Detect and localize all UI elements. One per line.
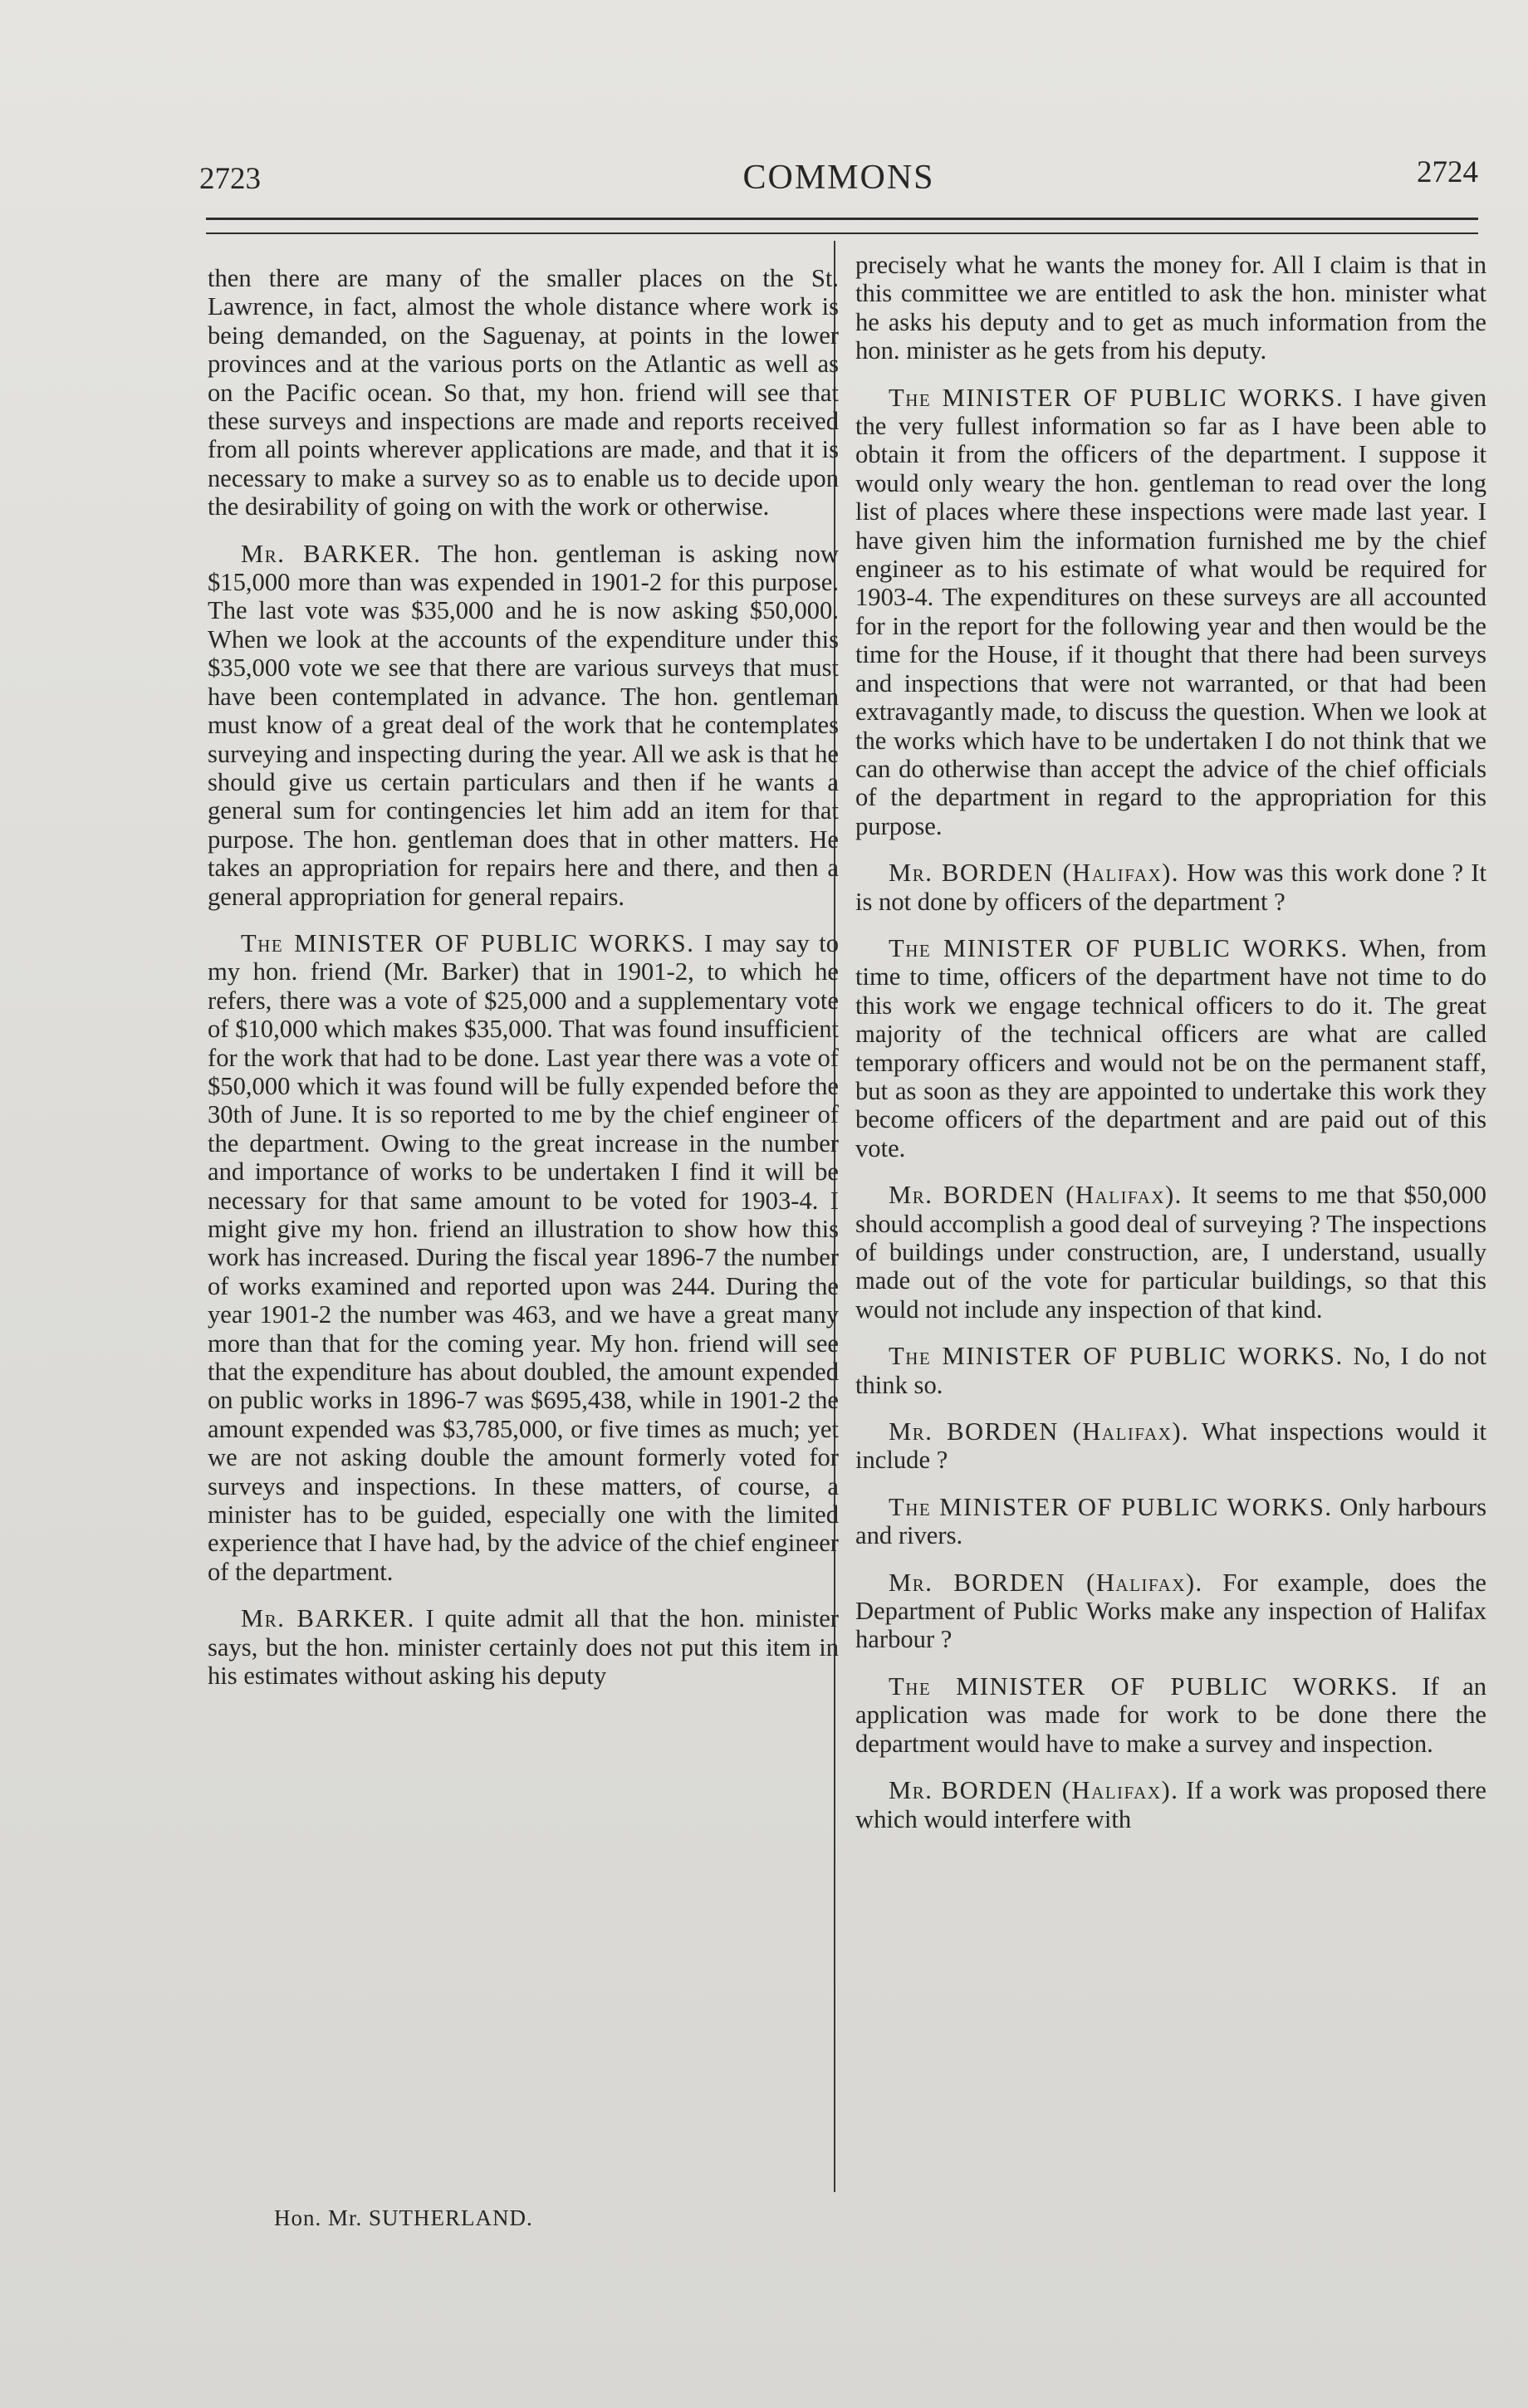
speaker-name: The MINISTER OF PUBLIC WORKS. [889,383,1344,412]
speaker-name: Mr. BORDEN (Halifax). [889,1568,1203,1597]
speech-text: If a work was proposed there which would interfere with [855,1776,1486,1833]
speaker-name: Mr. BORDEN (Halifax). [889,1776,1179,1805]
speech-text: precisely what he wants the money for. All I claim is that in this committee we are entitled to ask the hon. minister what he asks his deputy and to get as much information from the hon. minister as he gets from his deputy. [855,251,1486,365]
running-head: COMMONS [742,159,935,197]
header-rule-thin [206,232,1478,234]
speech-text: No, I do not think so. [855,1342,1486,1399]
speech-text: If an application was made for work to be done there the department would have to make a survey and inspection. [855,1671,1486,1758]
speaker-name: Mr. BARKER. [241,1604,415,1633]
speech-text: I have given the very fullest information so far as I have been able to obtain it from the officers of the department. I suppose it would only weary the hon. gentleman to read over the long list of places where these inspections were made last year. I have given him the information furnished me by the chief engineer as to his estimate of what would be required for 1903-4. The expenditures on these surveys are all accounted for in the report for the following year and then would be the time for the House, if it thought that there had been surveys and inspections that were not warranted, or that had been extravagantly made, to discuss the question. When we look at the works which have to be undertaken I do not think that we can do otherwise than accept the advice of the chief officials of the department in regard to the appropriation for this purpose. [855,383,1486,840]
speech-text: Only harbours and rivers. [855,1492,1486,1550]
paragraph [208,264,839,521]
paragraph [855,1493,1486,1550]
speaker-name: The MINISTER OF PUBLIC WORKS. [889,1492,1333,1521]
left-column [208,264,839,1709]
right-column [855,251,1486,1852]
paragraph [855,1181,1486,1324]
speech-text: It seems to me that $50,000 should accomplish a good deal of surveying ? The inspections of buildings under construction, are, I understand, usually made out of the vote for particular buildings, so that this would not include any inspection of that kind. [855,1181,1486,1324]
paragraph [855,1342,1486,1399]
paragraph [855,934,1486,1162]
speaker-name: The MINISTER OF PUBLIC WORKS. [889,1671,1398,1701]
speaker-name: The MINISTER OF PUBLIC WORKS. [889,933,1349,962]
paragraph [855,1569,1486,1654]
speaker-name: Mr. BORDEN (Halifax). [889,859,1180,888]
page-footer: Hon. Mr. SUTHERLAND. [274,2205,533,2230]
speaker-name: The MINISTER OF PUBLIC WORKS. [241,928,695,957]
speech-text: What inspections would it include ? [855,1417,1486,1475]
speaker-name: The MINISTER OF PUBLIC WORKS. [889,1342,1344,1371]
speaker-name: Mr. BORDEN (Halifax). [889,1181,1183,1210]
paragraph [208,540,839,911]
speaker-name: Mr. BARKER. [241,539,422,568]
speaker-name: Mr. BORDEN (Halifax). [889,1417,1190,1446]
header-rule [206,218,1478,220]
paragraph [855,859,1486,916]
speech-text: then there are many of the smaller places on the St. Lawrence, in fact, almost the whole distance where work is being demanded, on the Saguenay, at points in the lower provinces and at the various ports on the Atlantic as well as on the Pacific ocean. So that, my hon. friend will see that these surveys and inspections are made and reports received from all points wherever applications are made, and that it is necessary to make a survey so as to enable us to decide upon the desirability of going on with the work or otherwise. [208,264,839,521]
speech-text: For example, does the Department of Public Works make any inspection of Halifax harbour ? [855,1568,1486,1654]
paragraph [855,1417,1486,1475]
paragraph [208,1604,839,1690]
speech-text: The hon. gentleman is asking now $15,000 more than was expended in 1901-2 for this purpose. The last vote was $35,000 and he is now asking $50,000. When we look at the accounts of the expenditure under this $35,000 vote we see that there are various surveys that must have been contemplated in advance. The hon. gentleman must know of a great deal of the work that he contemplates surveying and inspecting during the year. All we ask is that he should give us certain particulars and then if he wants a general sum for contingencies let him add an item for that purpose. The hon. gentleman does that in other matters. He takes an appropriation for repairs here and there, and then a general appropriation for general repairs. [208,539,839,911]
speech-text: When, from time to time, officers of the department have not time to do this work we engage technical officers to do it. The great majority of the technical officers are what are called temporary officers and would not be on the permanent staff, but as soon as they are appointed to undertake this work they become officers of the department and are paid out of this vote. [855,933,1486,1162]
speech-text: I may say to my hon. friend (Mr. Barker) that in 1901-2, to which he refers, there was a vote of $25,000 and a supplementary vote of $10,000 which makes $35,000. That was found insufficient for the work that had to be done. Last year there was a vote of $50,000 which it was found will be fully expended before the 30th of June. It is so reported to me by the chief engineer of the department. Owing to the great increase in the number and importance of works to be undertaken I find it will be necessary for that same amount to be voted for 1903-4. I might give my hon. friend an illustration to show how this work has increased. During the fiscal year 1896-7 the number of works examined and reported upon was 244. During the year 1901-2 the number was 463, and we have a great many more than that for the coming year. My hon. friend will see that the expenditure has about doubled, the amount expended on public works in 1896-7 was $695,438, while in 1901-2 the amount expended was $3,785,000, or five times as much; yet we are not asking double the amount formerly voted for surveys and inspections. In these matters, of course, a minister has to be guided, especially one with the limited experience that I have had, by the advice of the chief engineer of the department. [208,928,839,1586]
page-header [199,154,1478,204]
speech-text: How was this work done ? It is not done by officers of the department ? [855,859,1486,916]
speech-text: I quite admit all that the hon. minister says, but the hon. minister certainly does not put this item in his estimates without asking his deputy [208,1604,839,1691]
paragraph [855,1776,1486,1833]
paragraph [855,1672,1486,1758]
page-number-left: 2723 [199,162,261,196]
page-number-right: 2724 [1417,155,1478,189]
paragraph [855,251,1486,365]
paragraph [208,929,839,1586]
paragraph [855,384,1486,841]
